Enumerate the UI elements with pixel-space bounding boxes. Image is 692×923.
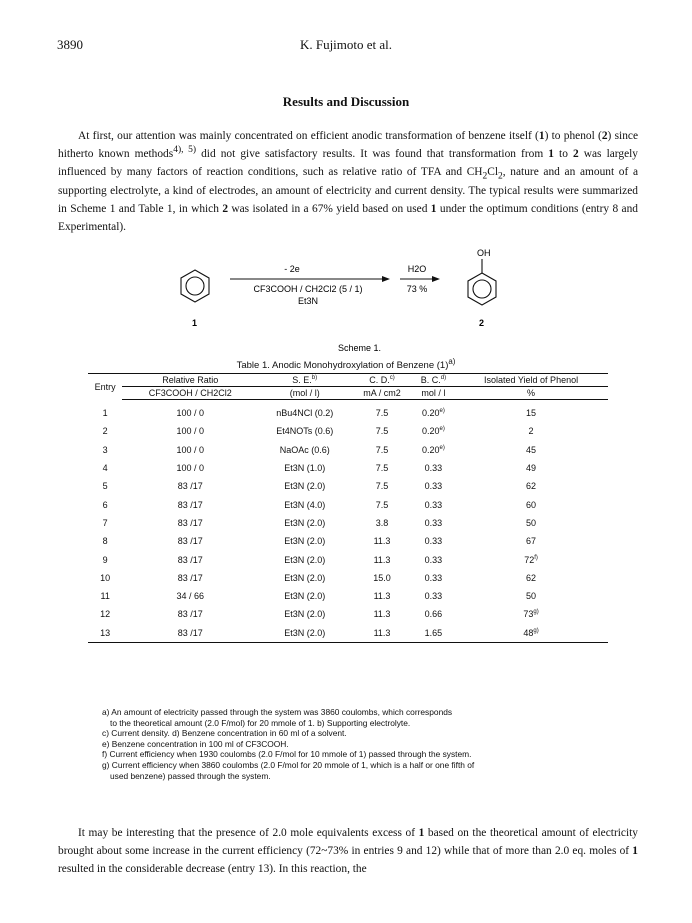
footnote-line: e) Benzene concentration in 100 ml of CF3COOH. bbox=[102, 738, 289, 749]
step1-reagent: CF3COOH / CH2Cl2 (5 / 1) bbox=[253, 284, 363, 294]
footnote-line: f) Current efficiency when 1930 coulombs (2.0 F/mol for 10 mmole of 1) passed through the system. bbox=[102, 749, 472, 760]
table-row bbox=[88, 605, 608, 623]
cell-ratio: 83 /17 bbox=[177, 499, 203, 510]
cell-entry: 4 bbox=[102, 463, 108, 474]
cell-yield: 67 bbox=[526, 536, 537, 547]
step2-top-label: H2O bbox=[407, 264, 427, 274]
cell-bc: 0.20$^{e)}$ bbox=[421, 426, 445, 437]
cell-cd: 11.3 bbox=[351, 624, 412, 643]
footnote-line: g) Current efficiency when 3860 coulombs (2.0 F/mol for 20 mmole of 1, which is a half or one fifth of bbox=[102, 759, 475, 770]
cell-bc: 0.33 bbox=[424, 554, 443, 565]
cell-entry: 13 bbox=[88, 624, 122, 643]
table-row bbox=[88, 422, 608, 440]
table-row bbox=[88, 569, 608, 587]
cell-ratio: 83 /17 bbox=[177, 536, 203, 547]
cell-yield: 45 bbox=[526, 444, 537, 455]
cell-bc: 0.33 bbox=[424, 517, 443, 528]
cell-entry: 11 bbox=[100, 591, 110, 602]
footnote-line: to the theoretical amount (2.0 F/mol) for 20 mmole of 1. b) Supporting electrolyte. bbox=[110, 717, 411, 728]
col-subheader-cd: mA / cm2 bbox=[351, 387, 412, 400]
col-subheader-se: (mol / l) bbox=[258, 387, 351, 400]
footnote-line: a) An amount of electricity passed through the system was 3860 coulombs, which corresponds bbox=[102, 707, 453, 717]
cell-ratio: 83 /17 bbox=[177, 572, 203, 583]
cell-bc: 0.33 bbox=[424, 499, 443, 510]
table-row bbox=[88, 550, 608, 568]
cell-se: nBu4NCl (0.2) bbox=[276, 408, 334, 419]
table-row bbox=[88, 400, 608, 423]
table-row bbox=[88, 459, 608, 477]
cell-ratio: 83 /17 bbox=[177, 554, 203, 565]
running-head: K. Fujimoto et al. bbox=[299, 37, 393, 52]
col-header-se: S. E.$^{b)}$ bbox=[258, 374, 351, 387]
step1-top-label: - 2e bbox=[284, 264, 300, 274]
col-header-bc: B. C.$^{d)}$ bbox=[413, 374, 454, 387]
col-header-yield: Isolated Yield of Phenol bbox=[454, 374, 608, 387]
cell-se: Et3N (2.0) bbox=[284, 591, 326, 602]
step2-yield: 73 % bbox=[406, 284, 428, 294]
table-footnotes bbox=[102, 707, 612, 781]
cell-ratio: 34 / 66 bbox=[176, 591, 204, 602]
cell-bc: 0.33 bbox=[424, 536, 443, 547]
step1-base: Et3N bbox=[297, 296, 319, 306]
cell-cd: 11.3 bbox=[373, 609, 391, 620]
benzene-structure-1 bbox=[181, 270, 209, 302]
cell-entry: 3 bbox=[102, 444, 108, 455]
cell-cd: 7.5 bbox=[375, 463, 389, 474]
cell-se: Et4NOTs (0.6) bbox=[276, 426, 334, 437]
cell-cd: 7.5 bbox=[375, 444, 389, 455]
cell-yield: 2 bbox=[528, 426, 534, 437]
cell-entry: 7 bbox=[102, 517, 108, 528]
scheme-caption: Scheme 1. bbox=[338, 343, 382, 353]
cell-bc: 0.66 bbox=[424, 609, 443, 620]
cell-se: NaOAc (0.6) bbox=[279, 444, 330, 455]
cell-cd: 15.0 bbox=[373, 572, 391, 583]
cell-se: Et3N (2.0) bbox=[284, 536, 326, 547]
cell-bc: 0.33 bbox=[424, 463, 443, 474]
cell-ratio: 100 / 0 bbox=[176, 408, 204, 419]
cell-se: Et3N (2.0) bbox=[258, 624, 351, 643]
cell-cd: 7.5 bbox=[375, 499, 389, 510]
cell-se: Et3N (2.0) bbox=[284, 572, 326, 583]
cell-entry: 9 bbox=[102, 554, 108, 565]
cell-yield: 15 bbox=[526, 408, 537, 419]
cell-entry: 10 bbox=[100, 572, 111, 583]
cell-cd: 11.3 bbox=[373, 536, 391, 547]
table-row bbox=[88, 441, 608, 459]
cell-se: Et3N (1.0) bbox=[284, 463, 326, 474]
cell-bc: 0.20$^{e)}$ bbox=[421, 444, 445, 455]
compound-label-2: 2 bbox=[479, 318, 485, 328]
cell-bc: 0.20$^{e)}$ bbox=[421, 408, 445, 419]
cell-bc: 0.33 bbox=[424, 591, 443, 602]
section-title: Results and Discussion bbox=[282, 94, 410, 109]
cell-se: Et3N (2.0) bbox=[284, 554, 326, 565]
col-subheader-ratio: CF3COOH / CH2Cl2 bbox=[122, 387, 258, 400]
cell-cd: 3.8 bbox=[375, 517, 389, 528]
cell-entry: 2 bbox=[102, 426, 108, 437]
cell-yield: 62 bbox=[526, 481, 537, 492]
cell-ratio: 100 / 0 bbox=[176, 463, 204, 474]
paragraph-1: At first, our attention was mainly concentrated on efficient anodic transformation of benzene itself (1) to phenol (2) since hitherto known methods$^{4), 5)}$ did not give satisfactory results. It was found that transformation from 1 to 2 was largely influenced by many factors of reaction conditions, such as relative ratio of TFA and $CH_2Cl_2$, nature and an amount of a supporting electrolyte, a kind of electrodes, an amount of electricity and current density. The typical results were summarized in Scheme 1 and Table 1, in which 2 was isolated in a 67% yield based on used 1 under the optimum conditions (entry 8 and Experimental). bbox=[58, 130, 638, 234]
cell-ratio: 83 /17 bbox=[177, 481, 203, 492]
cell-ratio: 100 / 0 bbox=[176, 444, 204, 455]
oh-label: OH bbox=[477, 248, 491, 258]
cell-ratio: 100 / 0 bbox=[176, 426, 204, 437]
cell-yield: 62 bbox=[526, 572, 537, 583]
col-subheader-bc: mol / l bbox=[413, 387, 454, 400]
cell-bc: 0.33 bbox=[424, 572, 443, 583]
cell-se: Et3N (2.0) bbox=[284, 481, 326, 492]
cell-yield: 49 bbox=[526, 463, 537, 474]
cell-ratio: 83 /17 bbox=[177, 517, 203, 528]
cell-yield: 50 bbox=[526, 591, 537, 602]
cell-se: Et3N (2.0) bbox=[284, 517, 326, 528]
paragraph-2: It may be interesting that the presence of 2.0 mole equivalents excess of 1 based on the theoretical amount of electricity brought about some increase in the current efficiency (72~73% in entries 9 and 12) while that of more than 2.0 eq. moles of 1 resulted in the considerable decrease (entry 13). In this reaction, the bbox=[58, 827, 638, 876]
cell-ratio: 83 /17 bbox=[122, 624, 258, 643]
cell-entry: 1 bbox=[102, 407, 108, 418]
cell-ratio: 83 /17 bbox=[177, 609, 203, 620]
cell-entry: 8 bbox=[102, 536, 108, 547]
results-table bbox=[88, 373, 608, 643]
compound-label-1: 1 bbox=[192, 318, 198, 328]
cell-yield: 48$^{g)}$ bbox=[454, 624, 608, 643]
table-row bbox=[88, 624, 608, 643]
table-row bbox=[88, 532, 608, 550]
cell-cd: 11.3 bbox=[373, 554, 391, 565]
benzene-structure-2 bbox=[468, 273, 496, 305]
reaction-scheme bbox=[150, 246, 550, 356]
col-subheader-yield: % bbox=[454, 387, 608, 400]
table-row bbox=[88, 477, 608, 495]
cell-yield: 72$^{f)}$ bbox=[524, 554, 538, 565]
cell-cd: 11.3 bbox=[373, 591, 391, 602]
cell-bc: 1.65 bbox=[413, 624, 454, 643]
table-row bbox=[88, 495, 608, 513]
footnote-line: c) Current density. d) Benzene concentration in 60 ml of a solvent. bbox=[102, 728, 347, 739]
reference-superscript: 4), 5) bbox=[173, 145, 197, 156]
cell-entry: 12 bbox=[100, 609, 111, 620]
footnote-line: used benzene) passed through the system. bbox=[110, 770, 271, 781]
cell-entry: 6 bbox=[102, 499, 108, 510]
table-row bbox=[88, 587, 608, 605]
col-header-ratio: Relative Ratio bbox=[122, 374, 258, 387]
cell-yield: 50 bbox=[526, 517, 537, 528]
cell-yield: 60 bbox=[526, 499, 537, 510]
table-title: Table 1. Anodic Monohydroxylation of Benzene $(1)^{a)}$ bbox=[236, 356, 456, 371]
page-number: 3890 bbox=[57, 37, 83, 52]
col-header-cd: C. D.$^{c)}$ bbox=[351, 374, 412, 387]
col-header-entry: Entry bbox=[88, 374, 122, 400]
cell-entry: 5 bbox=[102, 481, 108, 492]
cell-yield: 73$^{g)}$ bbox=[523, 609, 539, 620]
cell-se: Et3N (4.0) bbox=[284, 499, 326, 510]
cell-se: Et3N (2.0) bbox=[284, 609, 326, 620]
cell-bc: 0.33 bbox=[424, 481, 443, 492]
cell-cd: 7.5 bbox=[375, 426, 389, 437]
table-row bbox=[88, 514, 608, 532]
cell-cd: 7.5 bbox=[375, 408, 389, 419]
cell-cd: 7.5 bbox=[375, 481, 389, 492]
